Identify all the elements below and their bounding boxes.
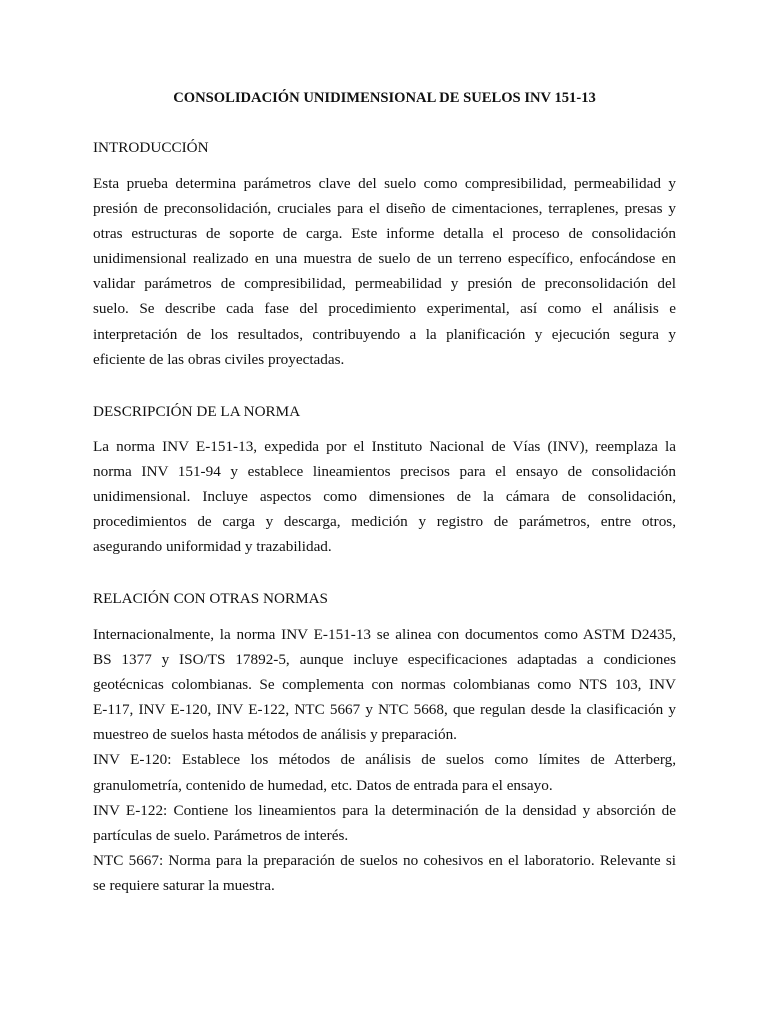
text-line: validar parámetros de compresibilidad, permeabilidad y presión de preconsolidación del [93,275,676,293]
text-line: granulometría, contenido de humedad, etc. Datos de entrada para el ensayo. [93,776,553,794]
text-line: NTC 5667: Norma para la preparación de suelos no cohesivos en el laboratorio. Relevante si [93,851,676,869]
paragraph-relacion [93,622,676,898]
text-line: E-117, INV E-120, INV E-122, NTC 5667 y NTC 5668, que regulan desde la clasificación y [93,701,676,719]
text-line: Esta prueba determina parámetros clave del suelo como compresibilidad, permeabilidad y [93,175,676,192]
text-line: Internacionalmente, la norma INV E-151-13 se alinea con documentos como ASTM D2435, [93,626,676,643]
section-heading-descripcion: DESCRIPCIÓN DE LA NORMA [93,403,301,420]
text-line: interpretación de los resultados, contribuyendo a la planificación y ejecución segura y [93,325,676,343]
text-line: eficiente de las obras civiles proyectadas. [93,350,345,368]
text-line: unidimensional realizado en una muestra de suelo de un terreno específico, enfocándose en [93,250,676,268]
text-line: partículas de suelo. Parámetros de interés. [93,826,349,844]
text-line: INV E-120: Establece los métodos de análisis de suelos como límites de Atterberg, [93,751,676,769]
document-title: CONSOLIDACIÓN UNIDIMENSIONAL DE SUELOS INV 151-13 [173,90,596,106]
text-line: presión de preconsolidación, cruciales para el diseño de cimentaciones, terraplenes, presas y [93,200,676,218]
text-line: se requiere saturar la muestra. [93,876,275,894]
paragraph-introduccion [93,171,676,372]
text-line: geotécnicas colombianas. Se complementa con normas colombianas como NTS 103, INV [93,676,676,694]
text-line: suelo. Se describe cada fase del procedimiento experimental, así como el análisis e [93,300,676,318]
text-line: La norma INV E-151-13, expedida por el Instituto Nacional de Vías (INV), reemplaza la [93,438,676,455]
section-heading-introduccion: INTRODUCCIÓN [93,139,209,156]
text-line: norma INV 151-94 y establece lineamientos precisos para el ensayo de consolidación [93,463,676,481]
text-line: muestreo de suelos hasta métodos de análisis y preparación. [93,726,457,744]
text-line: BS 1377 y ISO/TS 17892-5, aunque incluye especificaciones adaptadas a condiciones [93,651,676,669]
text-line: otras estructuras de soporte de carga. Este informe detalla el proceso de consolidación [93,225,676,243]
paragraph-descripcion [93,434,676,559]
text-line: asegurando uniformidad y trazabilidad. [93,538,332,556]
section-heading-relacion: RELACIÓN CON OTRAS NORMAS [93,590,329,607]
text-line: procedimientos de carga y descarga, medición y registro de parámetros, entre otros, [93,513,676,531]
text-line: unidimensional. Incluye aspectos como dimensiones de la cámara de consolidación, [93,488,676,506]
text-line: INV E-122: Contiene los lineamientos para la determinación de la densidad y absorción de [93,801,676,819]
